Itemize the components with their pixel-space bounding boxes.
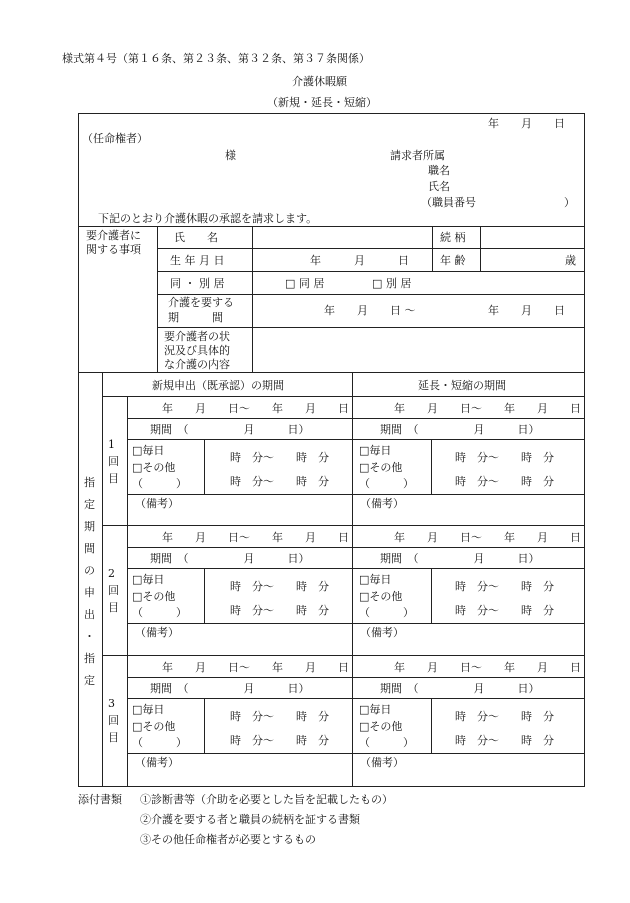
round-me: 目 bbox=[108, 601, 119, 614]
new-every-day-checkbox[interactable]: □毎日 bbox=[132, 573, 165, 586]
new-other-paren: （ ） bbox=[132, 736, 187, 749]
ext-time-range: 時 分～ 時 分 bbox=[455, 734, 554, 747]
position-label: 職名 bbox=[428, 164, 450, 177]
new-every-day-checkbox[interactable]: □毎日 bbox=[132, 444, 165, 457]
round-kai: 回 bbox=[108, 584, 119, 597]
side-char: 指 bbox=[84, 652, 95, 665]
birth-label: 生 年 月 日 bbox=[170, 254, 225, 267]
new-period: 期間 （ 月 日） bbox=[150, 552, 310, 565]
new-period: 期間 （ 月 日） bbox=[150, 423, 310, 436]
ext-other-paren: （ ） bbox=[359, 606, 414, 619]
new-other-checkbox[interactable]: □その他 bbox=[132, 461, 176, 474]
new-other-checkbox[interactable]: □その他 bbox=[132, 720, 176, 733]
appointer-label: （任命権者） bbox=[82, 132, 148, 145]
side-char: 期 bbox=[84, 520, 95, 533]
care-period-label: 介護を要する bbox=[168, 296, 234, 309]
age-label: 年 齢 bbox=[440, 254, 466, 267]
side-char: の bbox=[84, 564, 95, 577]
round-me: 目 bbox=[108, 472, 119, 485]
relation-label: 続 柄 bbox=[440, 231, 466, 244]
care-status-label: 要介護者の状 bbox=[164, 330, 230, 343]
round-me: 目 bbox=[108, 731, 119, 744]
birth-value: 年 月 日 bbox=[310, 254, 409, 267]
request-statement: 下記のとおり介護休暇の承認を請求します。 bbox=[98, 212, 318, 225]
staff-number-label: （職員番号 ） bbox=[421, 196, 575, 209]
ext-date-range: 年 月 日～ 年 月 日 bbox=[394, 531, 581, 544]
ext-time-range: 時 分～ 時 分 bbox=[455, 710, 554, 723]
care-period-label-2: 期 間 bbox=[168, 311, 223, 324]
ext-other-checkbox[interactable]: □その他 bbox=[359, 461, 403, 474]
ext-remarks: （備考） bbox=[360, 497, 404, 510]
care-section-label: 要介護者に bbox=[86, 229, 141, 242]
ext-other-paren: （ ） bbox=[359, 736, 414, 749]
round-number: 2 bbox=[108, 567, 115, 580]
new-every-day-checkbox[interactable]: □毎日 bbox=[132, 703, 165, 716]
ext-remarks: （備考） bbox=[360, 626, 404, 639]
attachment-item: ②介護を要する者と職員の続柄を証する書類 bbox=[140, 813, 360, 826]
ext-every-day-checkbox[interactable]: □毎日 bbox=[359, 703, 392, 716]
side-char: ・ bbox=[84, 630, 95, 643]
round-kai: 回 bbox=[108, 455, 119, 468]
new-time-range: 時 分～ 時 分 bbox=[230, 710, 329, 723]
care-section-label-2: 関する事項 bbox=[86, 243, 141, 256]
new-date-range: 年 月 日～ 年 月 日 bbox=[162, 661, 349, 674]
request-date: 年 月 日 bbox=[488, 117, 565, 130]
ext-time-range: 時 分～ 時 分 bbox=[455, 580, 554, 593]
care-name-label: 氏 名 bbox=[174, 231, 218, 244]
care-status-label-2: 況及び具体的 bbox=[164, 344, 230, 357]
ext-every-day-checkbox[interactable]: □毎日 bbox=[359, 573, 392, 586]
attachments-label: 添付書類 bbox=[78, 793, 122, 806]
new-time-range: 時 分～ 時 分 bbox=[230, 734, 329, 747]
ext-time-range: 時 分～ 時 分 bbox=[455, 604, 554, 617]
side-char: 間 bbox=[84, 542, 95, 555]
new-time-range: 時 分～ 時 分 bbox=[230, 580, 329, 593]
age-unit: 歳 bbox=[565, 254, 576, 267]
ext-other-checkbox[interactable]: □その他 bbox=[359, 590, 403, 603]
side-char: 申 bbox=[84, 586, 95, 599]
attachment-item: ①診断書等（介助を必要とした旨を記載したもの） bbox=[140, 793, 393, 806]
care-status-label-3: な介護の内容 bbox=[164, 358, 230, 371]
new-period-header: 新規申出（既承認）の期間 bbox=[152, 379, 284, 392]
new-remarks: （備考） bbox=[135, 497, 179, 510]
form-number: 様式第４号（第１６条、第２３条、第３２条、第３７条関係） bbox=[62, 52, 370, 65]
form-subtitle: （新規・延長・短縮） bbox=[267, 96, 377, 109]
side-char: 出 bbox=[84, 608, 95, 621]
round-kai: 回 bbox=[108, 714, 119, 727]
affiliation-label: 請求者所属 bbox=[390, 149, 445, 162]
ext-date-range: 年 月 日～ 年 月 日 bbox=[394, 661, 581, 674]
living-together-checkbox[interactable]: □ 同 居 bbox=[285, 277, 325, 290]
new-other-checkbox[interactable]: □その他 bbox=[132, 590, 176, 603]
ext-other-paren: （ ） bbox=[359, 477, 414, 490]
new-date-range: 年 月 日～ 年 月 日 bbox=[162, 531, 349, 544]
ext-date-range: 年 月 日～ 年 月 日 bbox=[394, 402, 581, 415]
round-number: 1 bbox=[108, 438, 115, 451]
new-other-paren: （ ） bbox=[132, 606, 187, 619]
new-remarks: （備考） bbox=[135, 626, 179, 639]
ext-period: 期間 （ 月 日） bbox=[380, 552, 540, 565]
extension-period-header: 延長・短縮の期間 bbox=[418, 379, 506, 392]
new-time-range: 時 分～ 時 分 bbox=[230, 604, 329, 617]
ext-time-range: 時 分～ 時 分 bbox=[455, 475, 554, 488]
form-title: 介護休暇願 bbox=[292, 75, 347, 88]
ext-period: 期間 （ 月 日） bbox=[380, 682, 540, 695]
new-remarks: （備考） bbox=[135, 756, 179, 769]
ext-every-day-checkbox[interactable]: □毎日 bbox=[359, 444, 392, 457]
name-label: 氏名 bbox=[428, 180, 450, 193]
new-period: 期間 （ 月 日） bbox=[150, 682, 310, 695]
living-separately-checkbox[interactable]: □ 別 居 bbox=[372, 277, 412, 290]
ext-period: 期間 （ 月 日） bbox=[380, 423, 540, 436]
new-time-range: 時 分～ 時 分 bbox=[230, 451, 329, 464]
side-char: 定 bbox=[84, 674, 95, 687]
care-period-from: 年 月 日 ～ bbox=[324, 304, 416, 317]
ext-other-checkbox[interactable]: □その他 bbox=[359, 720, 403, 733]
ext-remarks: （備考） bbox=[360, 756, 404, 769]
attachment-item: ③その他任命権者が必要とするもの bbox=[140, 833, 316, 846]
side-char: 指 bbox=[84, 476, 95, 489]
new-date-range: 年 月 日～ 年 月 日 bbox=[162, 402, 349, 415]
living-label: 同 ・ 別 居 bbox=[170, 277, 225, 290]
care-period-to: 年 月 日 bbox=[488, 304, 565, 317]
new-other-paren: （ ） bbox=[132, 477, 187, 490]
ext-time-range: 時 分～ 時 分 bbox=[455, 451, 554, 464]
new-time-range: 時 分～ 時 分 bbox=[230, 475, 329, 488]
sama-label: 様 bbox=[225, 149, 236, 162]
side-char: 定 bbox=[84, 498, 95, 511]
round-number: 3 bbox=[108, 697, 115, 710]
